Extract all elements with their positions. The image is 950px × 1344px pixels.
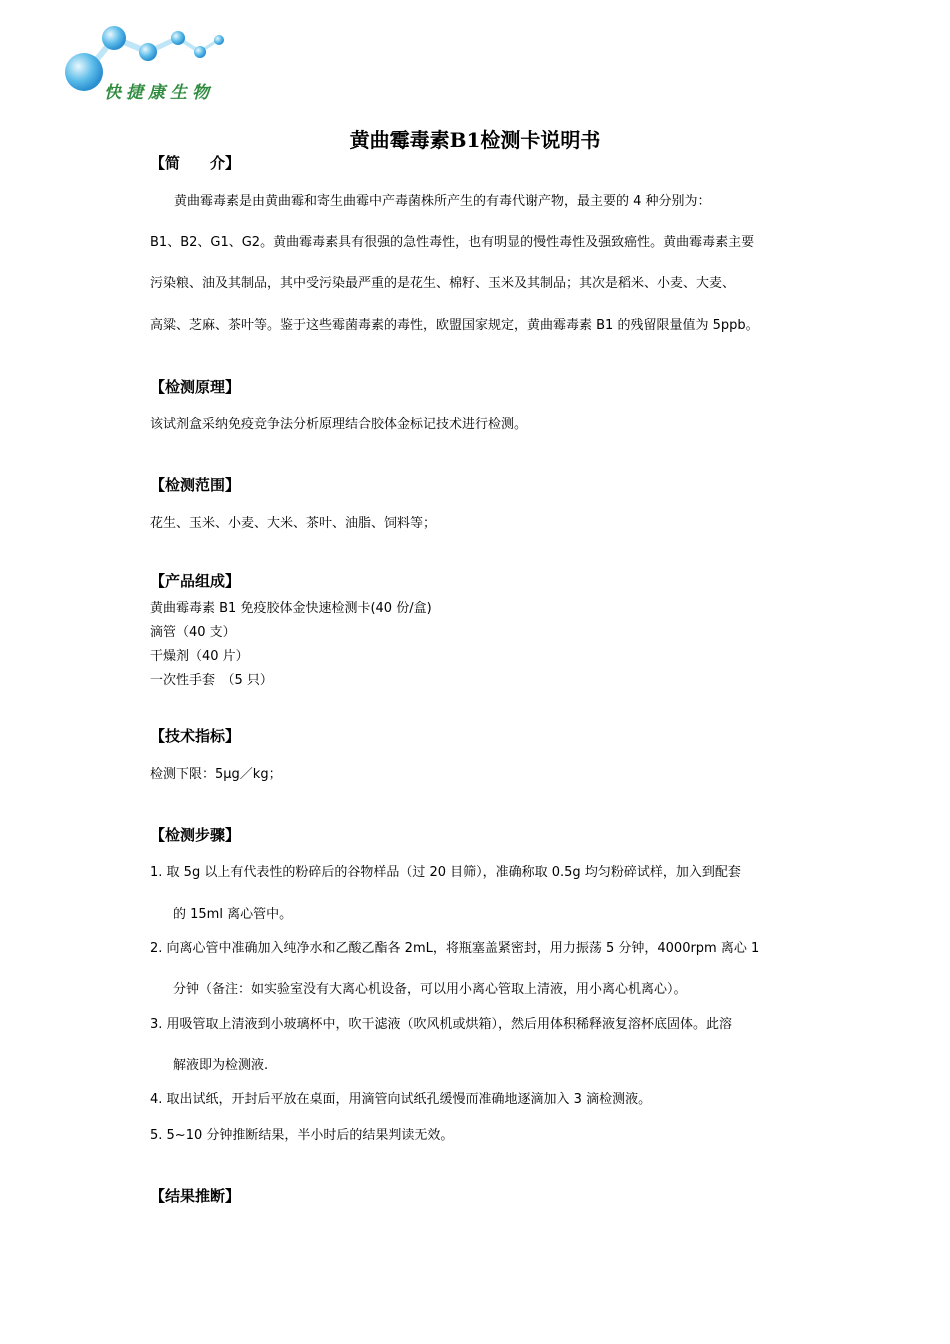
composition-item: 一次性手套 （5 只） <box>150 673 273 688</box>
composition-item: 干燥剂（40 片） <box>150 649 249 664</box>
page-title: 黄曲霉毒素B1检测卡说明书 <box>349 128 601 152</box>
principle-text: 该试剂盒采纳免疫竞争法分析原理结合胶体金标记技术进行检测。 <box>150 417 528 432</box>
step-item: 5. 5~10 分钟推断结果，半小时后的结果判读无效。 <box>150 1128 454 1143</box>
scope-heading: 【检测范围】 <box>150 476 241 494</box>
principle-heading: 【检测原理】 <box>150 378 241 396</box>
intro-line: B1、B2、G1、G2。黄曲霉毒素具有很强的急性毒性，也有明显的慢性毒性及强致癌性。黄曲霉毒素主要 <box>150 235 755 250</box>
result-heading: 【结果推断】 <box>150 1187 241 1205</box>
company-name: 快捷康生物 <box>104 83 214 103</box>
step-item-continuation: 的 15ml 离心管中。 <box>173 907 293 922</box>
step-item: 2. 向离心管中准确加入纯净水和乙酸乙酯各 2mL，将瓶塞盖紧密封，用力振荡 5 分钟，4000rpm 离心 1 <box>150 941 760 956</box>
intro-line: 黄曲霉毒素是由黄曲霉和寄生曲霉中产毒菌株所产生的有毒代谢产物，最主要的 4 种分别为： <box>174 194 711 209</box>
scope-text: 花生、玉米、小麦、大米、茶叶、油脂、饲料等； <box>150 516 437 531</box>
intro-line: 高粱、芝麻、茶叶等。鉴于这些霉菌毒素的毒性，欧盟国家规定，黄曲霉毒素 B1 的残留限量值为 5ppb。 <box>150 318 759 333</box>
step-item-continuation: 分钟（备注：如实验室没有大离心机设备，可以用小离心管取上清液，用小离心机离心）。 <box>173 982 687 997</box>
step-item: 1. 取 5g 以上有代表性的粉碎后的谷物样品（过 20 目筛），准确称取 0.5g 均匀粉碎试样，加入到配套 <box>150 865 741 880</box>
intro-heading: 【简 介】 <box>150 154 241 172</box>
intro-line: 污染粮、油及其制品，其中受污染最严重的是花生、棉籽、玉米及其制品；其次是稻米、小麦、大麦、 <box>150 276 736 291</box>
composition-item: 黄曲霉毒素 B1 免疫胶体金快速检测卡(40 份/盒) <box>150 601 432 616</box>
step-item: 3. 用吸管取上清液到小玻璃杯中，吹干滤液（吹风机或烘箱），然后用体积稀释液复溶杯底固体。此溶 <box>150 1017 733 1032</box>
steps-heading: 【检测步骤】 <box>150 826 241 844</box>
step-item: 4. 取出试纸，开封后平放在桌面，用滴管向试纸孔缓慢而准确地逐滴加入 3 滴检测液。 <box>150 1092 652 1107</box>
composition-heading: 【产品组成】 <box>150 572 241 590</box>
step-item-continuation: 解液即为检测液. <box>173 1058 269 1073</box>
composition-item: 滴管（40 支） <box>150 625 236 640</box>
spec-text: 检测下限：5μg／kg； <box>150 767 282 782</box>
spec-heading: 【技术指标】 <box>150 727 241 745</box>
